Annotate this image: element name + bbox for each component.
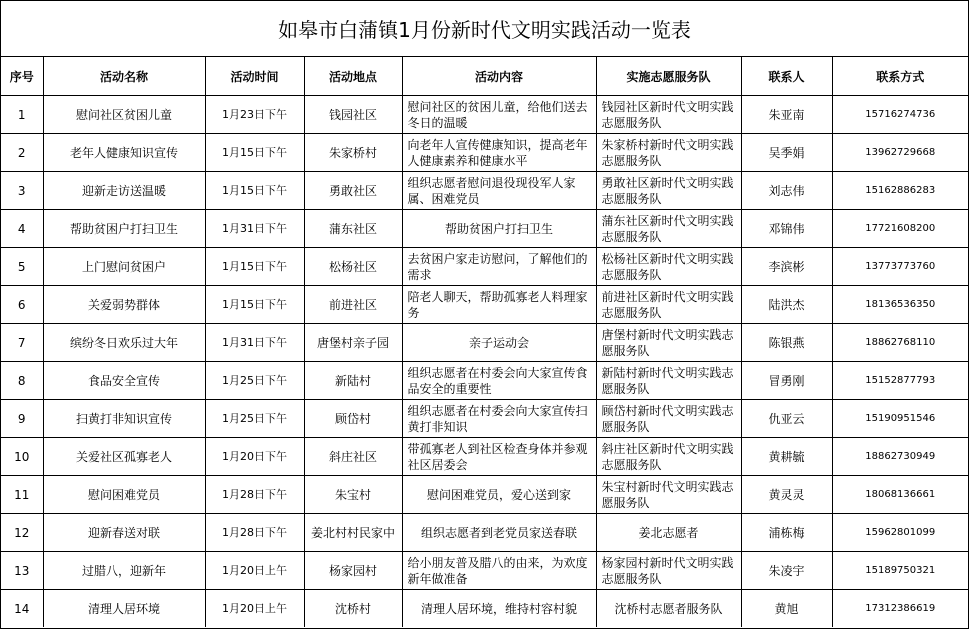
- cell-place: 钱园社区: [304, 96, 402, 134]
- page-title: 如皋市白蒲镇1月份新时代文明实践活动一览表: [1, 1, 968, 57]
- cell-phone: 15962801099: [832, 514, 968, 552]
- table-header-row: [1, 57, 968, 96]
- cell-time: 1月20日上午: [205, 590, 304, 628]
- table-row: [1, 96, 968, 134]
- table-row: [1, 210, 968, 248]
- cell-name: 慰问困难党员: [43, 476, 205, 514]
- cell-time: 1月15日下午: [205, 248, 304, 286]
- cell-content: 帮助贫困户打扫卫生: [402, 210, 596, 248]
- table-row: [1, 552, 968, 590]
- cell-contact: 仇亚云: [741, 400, 832, 438]
- table-row: [1, 324, 968, 362]
- cell-name: 慰问社区贫困儿童: [43, 96, 205, 134]
- cell-seq: 8: [1, 362, 43, 400]
- cell-seq: 7: [1, 324, 43, 362]
- cell-name: 过腊八，迎新年: [43, 552, 205, 590]
- cell-phone: 18068136661: [832, 476, 968, 514]
- cell-seq: 12: [1, 514, 43, 552]
- table-row: [1, 172, 968, 210]
- cell-seq: 11: [1, 476, 43, 514]
- cell-contact: 朱亚南: [741, 96, 832, 134]
- cell-phone: 15152877793: [832, 362, 968, 400]
- cell-content: 清理人居环境，维持村容村貌: [402, 590, 596, 628]
- cell-name: 老年人健康知识宣传: [43, 134, 205, 172]
- cell-contact: 黄旭: [741, 590, 832, 628]
- cell-place: 蒲东社区: [304, 210, 402, 248]
- cell-time: 1月28日下午: [205, 514, 304, 552]
- cell-content: 去贫困户家走访慰问，了解他们的需求: [402, 248, 596, 286]
- cell-contact: 浦栋梅: [741, 514, 832, 552]
- cell-contact: 陈银燕: [741, 324, 832, 362]
- cell-team: 沈桥村志愿者服务队: [596, 590, 741, 628]
- table-row: [1, 438, 968, 476]
- cell-contact: 朱凌宇: [741, 552, 832, 590]
- cell-phone: 15716274736: [832, 96, 968, 134]
- cell-team: 钱园社区新时代文明实践志愿服务队: [596, 96, 741, 134]
- table-row: [1, 590, 968, 628]
- cell-seq: 5: [1, 248, 43, 286]
- cell-name: 上门慰问贫困户: [43, 248, 205, 286]
- cell-contact: 冒勇刚: [741, 362, 832, 400]
- cell-seq: 9: [1, 400, 43, 438]
- cell-team: 朱家桥村新时代文明实践志愿服务队: [596, 134, 741, 172]
- cell-place: 顾岱村: [304, 400, 402, 438]
- table-row: [1, 134, 968, 172]
- cell-content: 陪老人聊天，帮助孤寡老人料理家务: [402, 286, 596, 324]
- cell-team: 前进社区新时代文明实践志愿服务队: [596, 286, 741, 324]
- cell-name: 迎新走访送温暖: [43, 172, 205, 210]
- cell-contact: 黄耕毓: [741, 438, 832, 476]
- cell-team: 杨家园村新时代文明实践志愿服务队: [596, 552, 741, 590]
- cell-place: 斜庄社区: [304, 438, 402, 476]
- cell-name: 关爱社区孤寡老人: [43, 438, 205, 476]
- cell-phone: 15189750321: [832, 552, 968, 590]
- cell-time: 1月25日下午: [205, 362, 304, 400]
- cell-place: 新陆村: [304, 362, 402, 400]
- cell-time: 1月25日下午: [205, 400, 304, 438]
- cell-place: 朱宝村: [304, 476, 402, 514]
- cell-time: 1月15日下午: [205, 286, 304, 324]
- cell-name: 清理人居环境: [43, 590, 205, 628]
- cell-contact: 刘志伟: [741, 172, 832, 210]
- header-team: 实施志愿服务队: [596, 57, 741, 96]
- cell-seq: 1: [1, 96, 43, 134]
- cell-time: 1月31日下午: [205, 210, 304, 248]
- cell-content: 组织志愿者在村委会向大家宣传食品安全的重要性: [402, 362, 596, 400]
- cell-content: 给小朋友普及腊八的由来，为欢度新年做准备: [402, 552, 596, 590]
- cell-team: 蒲东社区新时代文明实践志愿服务队: [596, 210, 741, 248]
- cell-team: 勇敢社区新时代文明实践志愿服务队: [596, 172, 741, 210]
- cell-content: 向老年人宣传健康知识，提高老年人健康素养和健康水平: [402, 134, 596, 172]
- cell-contact: 黄灵灵: [741, 476, 832, 514]
- cell-name: 扫黄打非知识宣传: [43, 400, 205, 438]
- cell-time: 1月31日下午: [205, 324, 304, 362]
- cell-place: 沈桥村: [304, 590, 402, 628]
- cell-name: 迎新春送对联: [43, 514, 205, 552]
- header-phone: 联系方式: [832, 57, 968, 96]
- table-row: [1, 286, 968, 324]
- cell-content: 组织志愿者在村委会向大家宣传扫黄打非知识: [402, 400, 596, 438]
- header-content: 活动内容: [402, 57, 596, 96]
- cell-team: 姜北志愿者: [596, 514, 741, 552]
- cell-team: 斜庄社区新时代文明实践志愿服务队: [596, 438, 741, 476]
- cell-content: 亲子运动会: [402, 324, 596, 362]
- cell-contact: 李滨彬: [741, 248, 832, 286]
- cell-time: 1月15日下午: [205, 134, 304, 172]
- cell-content: 组织志愿者到老党员家送春联: [402, 514, 596, 552]
- table-row: [1, 514, 968, 552]
- header-place: 活动地点: [304, 57, 402, 96]
- cell-phone: 15162886283: [832, 172, 968, 210]
- cell-phone: 18862730949: [832, 438, 968, 476]
- cell-time: 1月20日下午: [205, 438, 304, 476]
- cell-phone: 13962729668: [832, 134, 968, 172]
- cell-name: 帮助贫困户打扫卫生: [43, 210, 205, 248]
- cell-contact: 吴季娟: [741, 134, 832, 172]
- cell-seq: 2: [1, 134, 43, 172]
- table-row: [1, 248, 968, 286]
- cell-phone: 13773773760: [832, 248, 968, 286]
- cell-place: 唐堡村亲子园: [304, 324, 402, 362]
- cell-place: 勇敢社区: [304, 172, 402, 210]
- cell-phone: 15190951546: [832, 400, 968, 438]
- cell-time: 1月23日下午: [205, 96, 304, 134]
- cell-team: 新陆村新时代文明实践志愿服务队: [596, 362, 741, 400]
- cell-content: 带孤寡老人到社区检查身体并参观社区居委会: [402, 438, 596, 476]
- cell-content: 组织志愿者慰问退役现役军人家属、困难党员: [402, 172, 596, 210]
- cell-seq: 14: [1, 590, 43, 628]
- cell-team: 松杨社区新时代文明实践志愿服务队: [596, 248, 741, 286]
- cell-phone: 18136536350: [832, 286, 968, 324]
- cell-place: 前进社区: [304, 286, 402, 324]
- table-row: [1, 476, 968, 514]
- header-seq: 序号: [1, 57, 43, 96]
- cell-phone: 17312386619: [832, 590, 968, 628]
- cell-name: 食品安全宣传: [43, 362, 205, 400]
- cell-seq: 13: [1, 552, 43, 590]
- cell-time: 1月20日上午: [205, 552, 304, 590]
- cell-place: 朱家桥村: [304, 134, 402, 172]
- activity-table: [1, 57, 968, 627]
- cell-time: 1月15日下午: [205, 172, 304, 210]
- cell-team: 朱宝村新时代文明实践志愿服务队: [596, 476, 741, 514]
- cell-phone: 17721608200: [832, 210, 968, 248]
- header-time: 活动时间: [205, 57, 304, 96]
- cell-time: 1月28日下午: [205, 476, 304, 514]
- header-name: 活动名称: [43, 57, 205, 96]
- cell-team: 唐堡村新时代文明实践志愿服务队: [596, 324, 741, 362]
- cell-contact: 陆洪杰: [741, 286, 832, 324]
- cell-seq: 6: [1, 286, 43, 324]
- cell-seq: 10: [1, 438, 43, 476]
- cell-phone: 18862768110: [832, 324, 968, 362]
- header-contact: 联系人: [741, 57, 832, 96]
- cell-name: 缤纷冬日欢乐过大年: [43, 324, 205, 362]
- cell-team: 顾岱村新时代文明实践志愿服务队: [596, 400, 741, 438]
- cell-place: 松杨社区: [304, 248, 402, 286]
- table-body: [1, 96, 968, 628]
- table-row: [1, 400, 968, 438]
- cell-name: 关爱弱势群体: [43, 286, 205, 324]
- cell-content: 慰问困难党员，爱心送到家: [402, 476, 596, 514]
- cell-content: 慰问社区的贫困儿童，给他们送去冬日的温暖: [402, 96, 596, 134]
- cell-seq: 3: [1, 172, 43, 210]
- cell-place: 杨家园村: [304, 552, 402, 590]
- cell-place: 姜北村村民家中: [304, 514, 402, 552]
- table-row: [1, 362, 968, 400]
- cell-seq: 4: [1, 210, 43, 248]
- cell-contact: 邓锦伟: [741, 210, 832, 248]
